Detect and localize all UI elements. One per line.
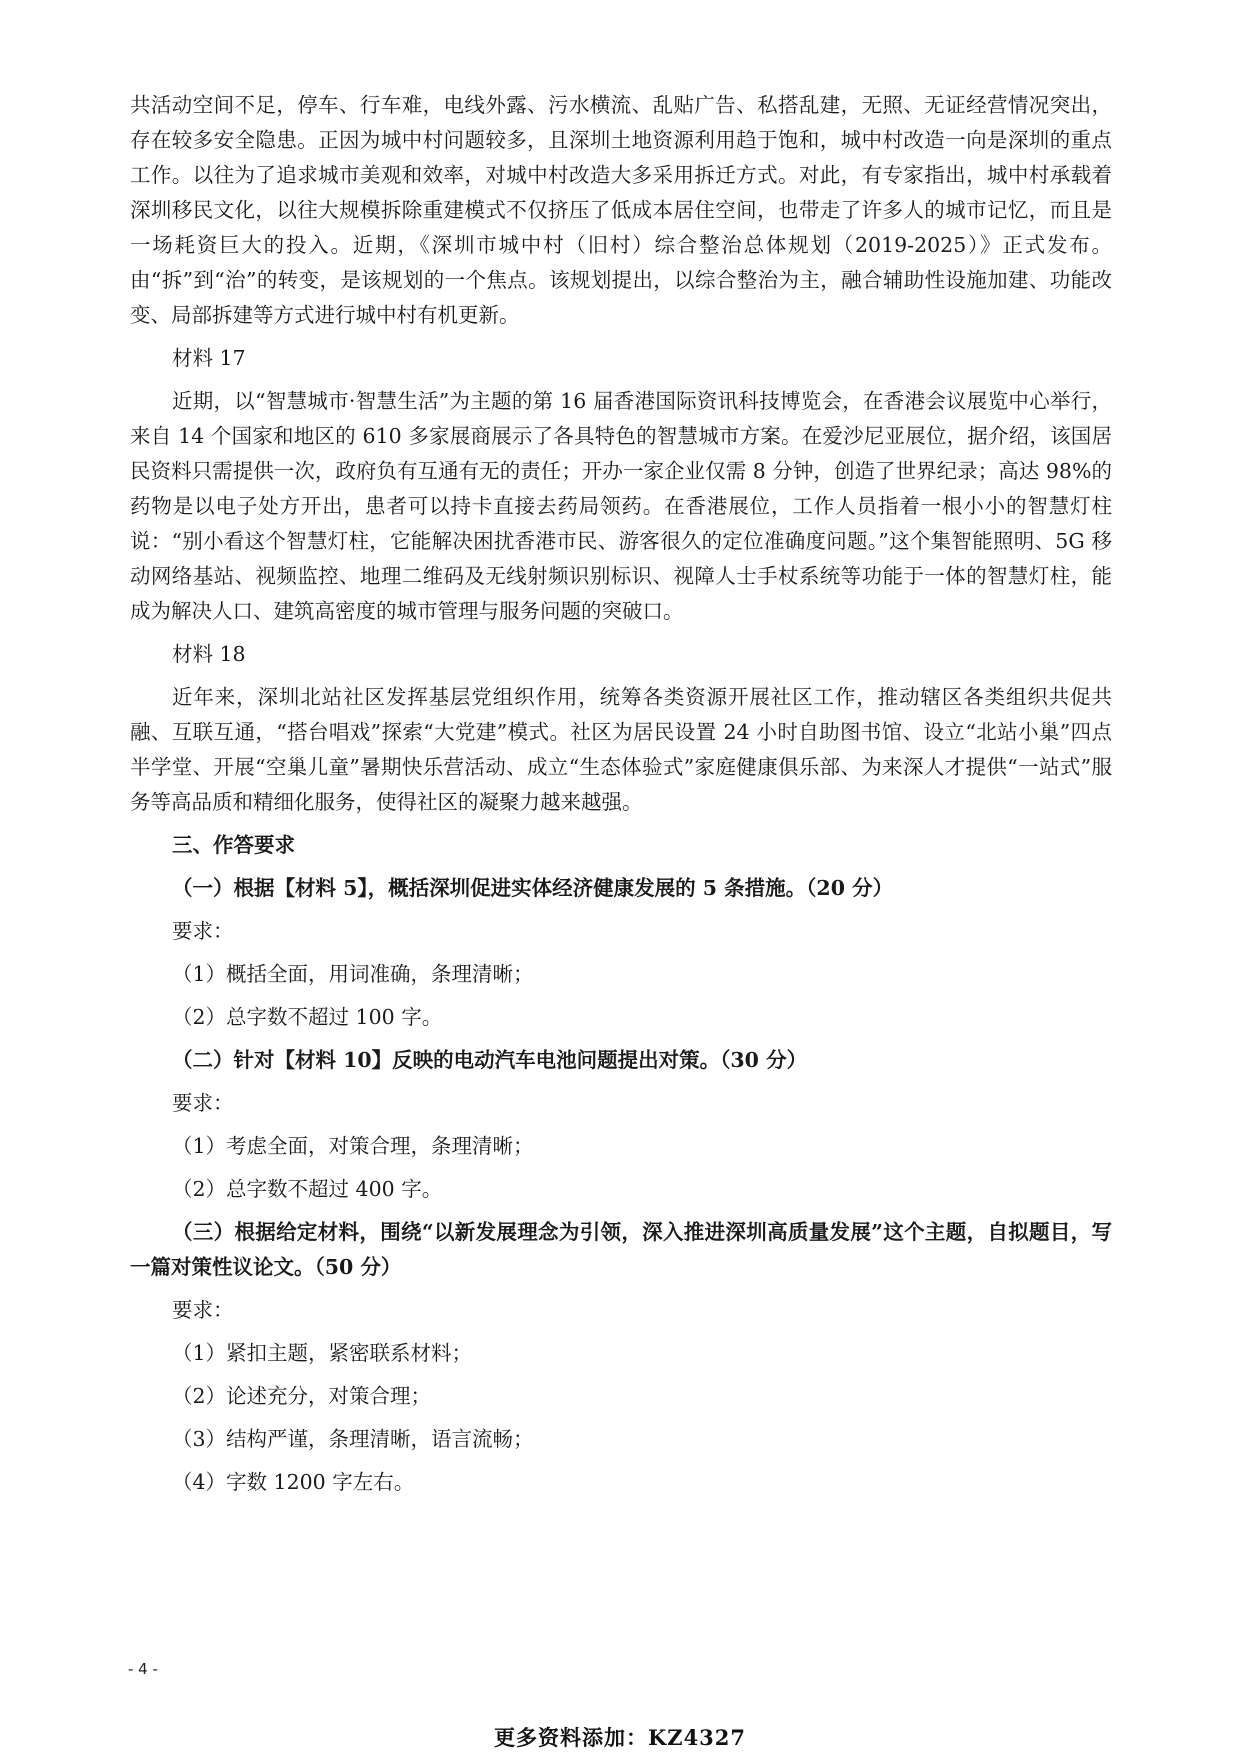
- material-17-title: 材料 17: [172, 346, 246, 370]
- question-2-req-item: （2）总字数不超过 400 字。: [172, 1177, 443, 1201]
- question-3-req-item: （3）结构严谨，条理清晰，语言流畅；: [172, 1427, 534, 1451]
- question-1-req-item: （1）概括全面，用词准确，条理清晰；: [172, 962, 534, 986]
- requirements-section-title: 三、作答要求: [172, 833, 295, 857]
- footer-contact-note: 更多资料添加：KZ4327: [493, 1725, 747, 1750]
- question-1-title: （一）根据【材料 5】，概括深圳促进实体经济健康发展的 5 条措施。（20 分）: [172, 876, 894, 900]
- page-content: [130, 88, 1112, 1508]
- question-3-req-item: （1）紧扣主题，紧密联系材料；: [172, 1341, 473, 1365]
- intro-paragraph: 共活动空间不足，停车、行车难，电线外露、污水横流、乱贴广告、私搭乱建，无照、无证经营情况突出，存在较多安全隐患。正因为城中村问题较多，且深圳土地资源利用趋于饱和，城中村改造一向是深圳的重点工作。以往为了追求城市美观和效率，对城中村改造大多采用拆迁方式。对此，有专家指出，城中村承载着深圳移民文化，以往大规模拆除重建模式不仅挤压了低成本居住空间，也带走了许多人的城市记忆，而且是一场耗资巨大的投入。近期，《深圳市城中村（旧村）综合整治总体规划（2019-2025）》正式发布。由“拆”到“治”的转变，是该规划的一个焦点。该规划提出，以综合整治为主，融合辅助性设施加建、功能改变、局部拆建等方式进行城中村有机更新。: [130, 93, 1112, 327]
- material-17-text: 近期，以“智慧城市·智慧生活”为主题的第 16 届香港国际资讯科技博览会，在香港会议展览中心举行，来自 14 个国家和地区的 610 多家展商展示了各具特色的智慧城市方案。在爱沙尼亚展位，据介绍，该国居民资料只需提供一次，政府负有互通有无的责任；开办一家企业仅需 8 分钟，创造了世界纪录；高达 98%的药物是以电子处方开出，患者可以持卡直接去药局领药。在香港展位，工作人员指着一根小小的智慧灯柱说：“别小看这个智慧灯柱，它能解决困扰香港市民、游客很久的定位准确度问题。”这个集智能照明、5G 移动网络基站、视频监控、地理二维码及无线射频识别标识、视障人士手杖系统等功能于一体的智慧灯柱，能成为解决人口、建筑高密度的城市管理与服务问题的突破口。: [130, 389, 1112, 623]
- question-3-req-label: 要求：: [172, 1298, 234, 1322]
- material-18-title: 材料 18: [172, 642, 246, 666]
- question-1-req-label: 要求：: [172, 919, 234, 943]
- question-2-req-label: 要求：: [172, 1091, 234, 1115]
- material-18-text: 近年来，深圳北站社区发挥基层党组织作用，统筹各类资源开展社区工作，推动辖区各类组织共促共融、互联互通，“搭台唱戏”探索“大党建”模式。社区为居民设置 24 小时自助图书馆、设立“北站小巢”四点半学堂、开展“空巢儿童”暑期快乐营活动、成立“生态体验式”家庭健康俱乐部、为来深人才提供“一站式”服务等高品质和精细化服务，使得社区的凝聚力越来越强。: [130, 685, 1112, 814]
- question-2-req-item: （1）考虑全面，对策合理，条理清晰；: [172, 1134, 534, 1158]
- question-2-title: （二）针对【材料 10】反映的电动汽车电池问题提出对策。（30 分）: [172, 1048, 808, 1072]
- question-3-req-item: （2）论述充分，对策合理；: [172, 1384, 432, 1408]
- question-1-req-item: （2）总字数不超过 100 字。: [172, 1005, 443, 1029]
- question-3-req-item: （4）字数 1200 字左右。: [172, 1470, 415, 1494]
- page-number: - 4 -: [128, 1660, 158, 1678]
- question-3-title: （三）根据给定材料，围绕“以新发展理念为引领，深入推进深圳高质量发展”这个主题，自拟题目，写一篇对策性议论文。（50 分）: [130, 1220, 1112, 1279]
